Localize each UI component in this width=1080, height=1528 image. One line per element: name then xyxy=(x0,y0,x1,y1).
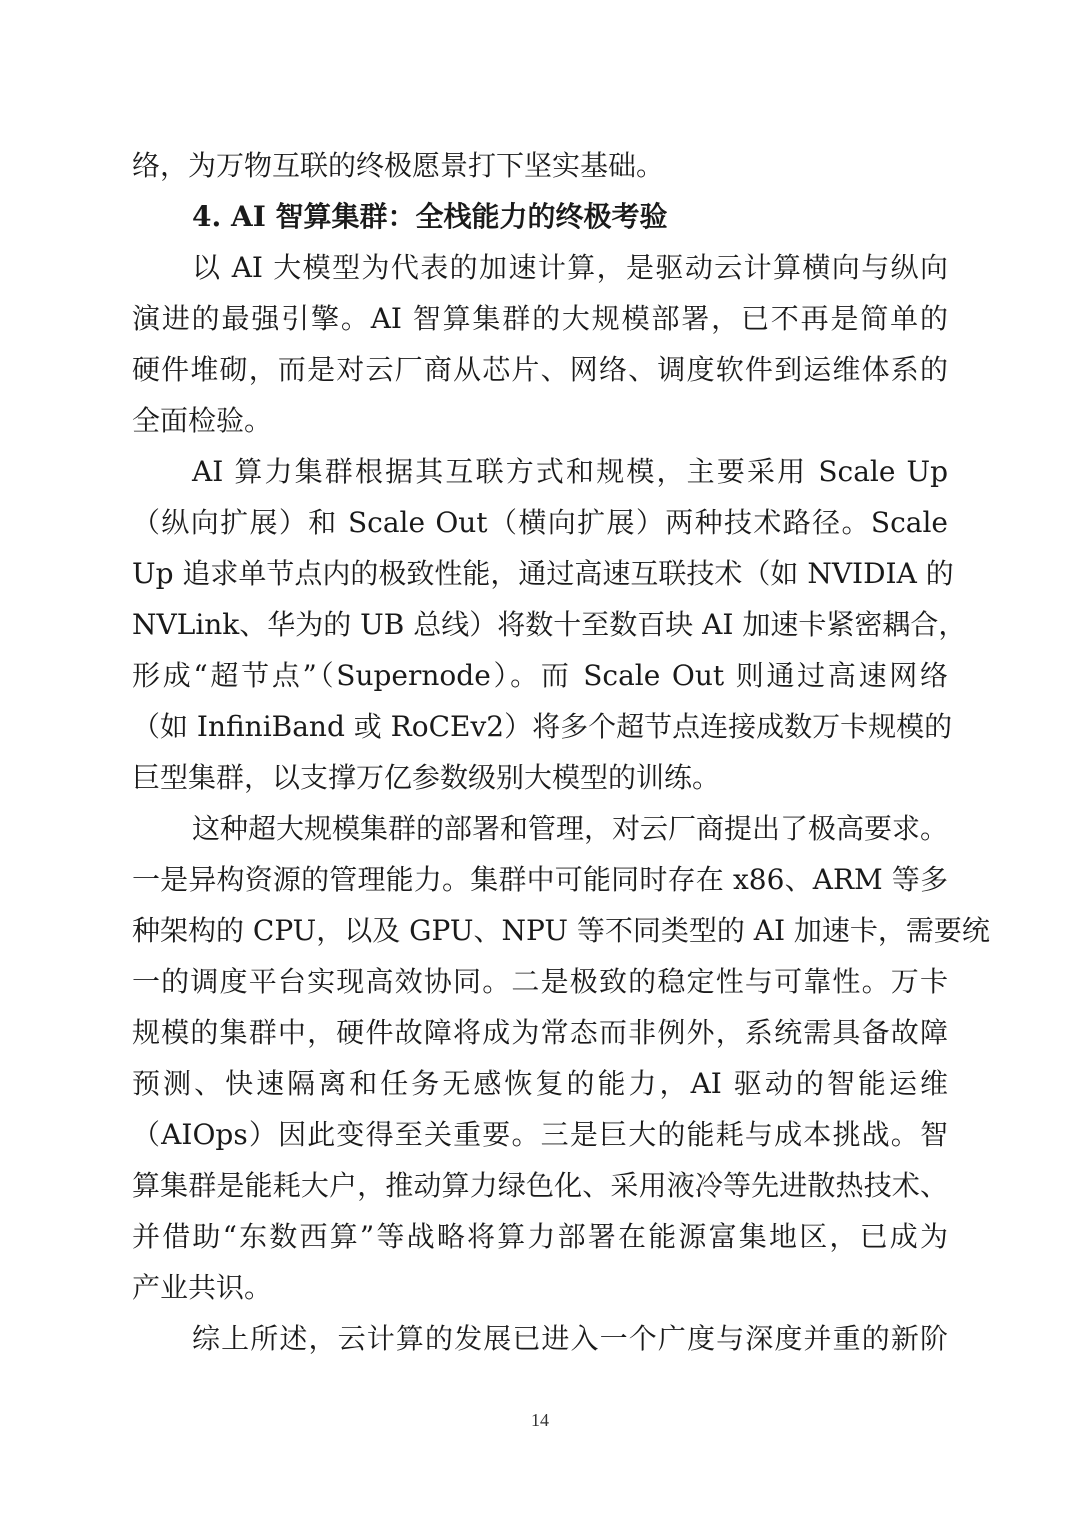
page-body xyxy=(132,140,990,1364)
section-heading: 4. AI 智算集群：全栈能力的终极考验 xyxy=(192,200,668,233)
text-line: 巨型集群，以支撑万亿参数级别大模型的训练。 xyxy=(132,761,721,794)
text-line: 络，为万物互联的终极愿景打下坚实基础。 xyxy=(132,149,665,182)
text-line: 一是异构资源的管理能力。集群中可能同时存在 x86、ARM 等多 xyxy=(132,863,948,896)
text-line: 硬件堆砌，而是对云厂商从芯片、网络、调度软件到运维体系的 xyxy=(132,353,948,386)
text-line: （AIOps）因此变得至关重要。三是巨大的能耗与成本挑战。智 xyxy=(132,1118,948,1151)
page-number: 14 xyxy=(531,1410,549,1430)
text-line: NVLink、华为的 UB 总线）将数十至数百块 AI 加速卡紧密耦合， xyxy=(132,608,967,641)
text-line: 规模的集群中，硬件故障将成为常态而非例外，系统需具备故障 xyxy=(132,1016,948,1049)
text-line: 种架构的 CPU，以及 GPU、NPU 等不同类型的 AI 加速卡，需要统 xyxy=(132,914,990,947)
text-line: 并借助“东数西算”等战略将算力部署在能源富集地区，已成为 xyxy=(132,1220,948,1253)
text-line: 全面检验。 xyxy=(132,404,273,437)
text-line: 算集群是能耗大户，推动算力绿色化、采用液冷等先进散热技术、 xyxy=(132,1169,948,1202)
text-line: （纵向扩展）和 Scale Out（横向扩展）两种技术路径。Scale xyxy=(132,506,948,539)
text-line: 以 AI 大模型为代表的加速计算，是驱动云计算横向与纵向 xyxy=(192,251,948,284)
paragraph-continuation xyxy=(132,140,948,191)
text-line: 形成“超节点”（Supernode）。而 Scale Out 则通过高速网络 xyxy=(132,659,948,692)
text-line: 一的调度平台实现高效协同。二是极致的稳定性与可靠性。万卡 xyxy=(132,965,948,998)
paragraph-3 xyxy=(132,803,990,1313)
paragraph-4 xyxy=(132,1313,948,1364)
text-line: 这种超大规模集群的部署和管理，对云厂商提出了极高要求。 xyxy=(192,812,949,845)
text-line: 预测、快速隔离和任务无感恢复的能力，AI 驱动的智能运维 xyxy=(132,1067,948,1100)
text-line: 综上所述，云计算的发展已进入一个广度与深度并重的新阶 xyxy=(192,1322,948,1355)
text-line: 演进的最强引擎。AI 智算集群的大规模部署，已不再是简单的 xyxy=(132,302,948,335)
text-line: （如 InfiniBand 或 RoCEv2）将多个超节点连接成数万卡规模的 xyxy=(132,710,953,743)
text-line: Up 追求单节点内的极致性能，通过高速互联技术（如 NVIDIA 的 xyxy=(132,557,954,590)
text-line: 产业共识。 xyxy=(132,1271,273,1304)
text-line: AI 算力集群根据其互联方式和规模，主要采用 Scale Up xyxy=(192,455,948,488)
paragraph-2 xyxy=(132,446,967,803)
paragraph-1 xyxy=(132,242,948,446)
